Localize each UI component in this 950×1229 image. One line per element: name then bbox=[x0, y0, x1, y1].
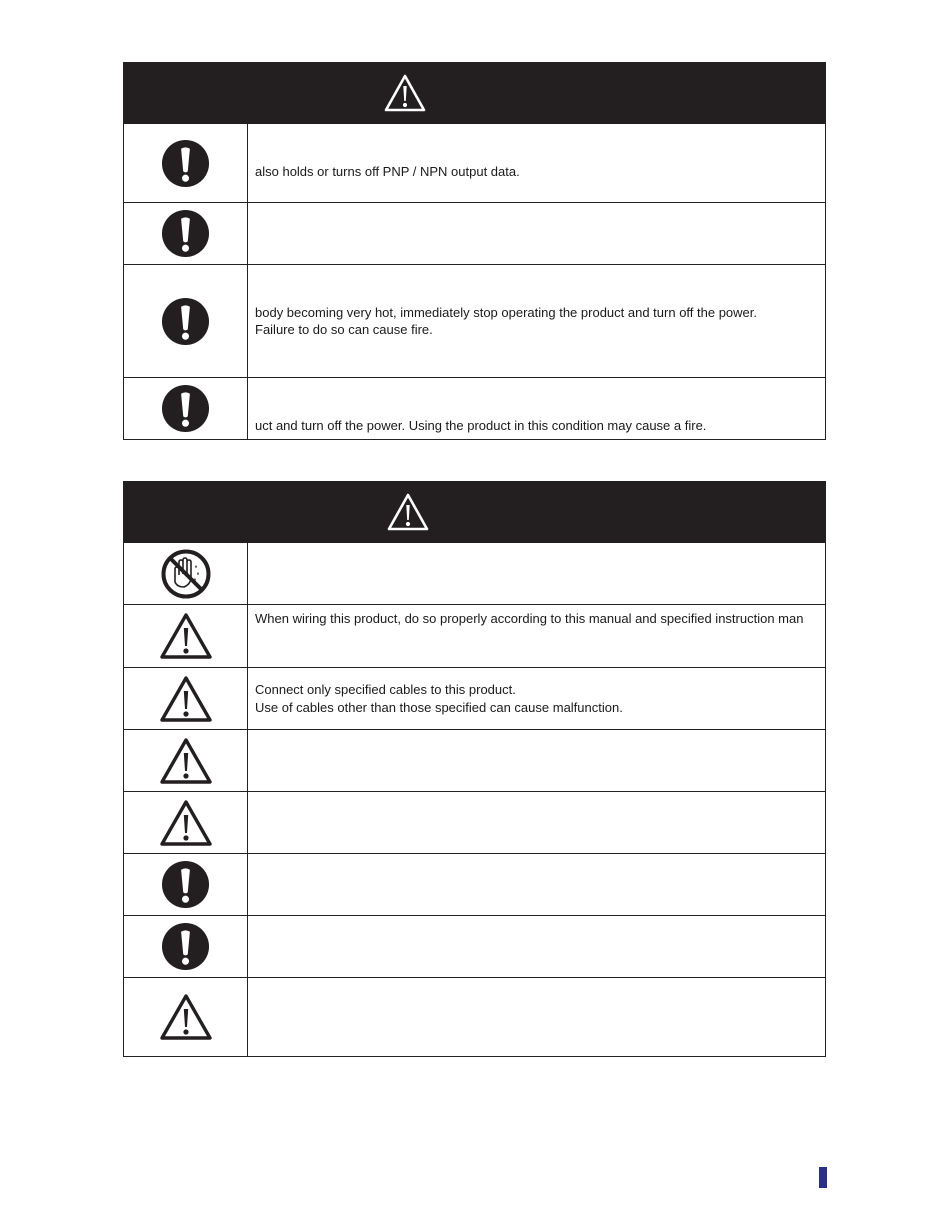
caution-table bbox=[123, 481, 826, 1057]
page-marker bbox=[819, 1167, 827, 1188]
warning-triangle-icon bbox=[383, 73, 427, 113]
mandatory-exclamation-icon bbox=[124, 854, 248, 915]
text-line: Failure to do so can cause fire. bbox=[255, 322, 433, 337]
caution-triangle-icon bbox=[124, 792, 248, 853]
caution-triangle-icon bbox=[124, 668, 248, 729]
row-text bbox=[248, 730, 825, 791]
text-line: When wiring this product, do so properly according to this manual and specified instruction man bbox=[255, 611, 804, 626]
row-text bbox=[248, 792, 825, 853]
text-line: also holds or turns off PNP / NPN output data. bbox=[255, 164, 520, 179]
row-text bbox=[248, 605, 825, 667]
caution-row bbox=[124, 730, 825, 792]
caution-triangle-icon bbox=[124, 730, 248, 791]
row-text bbox=[248, 854, 825, 915]
row-text bbox=[248, 916, 825, 977]
no-wet-hands-icon bbox=[124, 543, 248, 604]
caution-triangle-icon bbox=[124, 605, 248, 667]
warning-table bbox=[123, 62, 826, 440]
caution-row bbox=[124, 978, 825, 1057]
warning-row bbox=[124, 203, 825, 265]
row-text bbox=[248, 668, 825, 729]
mandatory-exclamation-icon bbox=[124, 916, 248, 977]
row-text bbox=[248, 378, 825, 439]
warning-row bbox=[124, 124, 825, 203]
warning-row bbox=[124, 265, 825, 378]
mandatory-exclamation-icon bbox=[124, 124, 248, 202]
row-text bbox=[248, 265, 825, 377]
text-line: body becoming very hot, immediately stop operating the product and turn off the power. bbox=[255, 305, 758, 320]
caution-row bbox=[124, 792, 825, 854]
mandatory-exclamation-icon bbox=[124, 203, 248, 264]
text-line: Use of cables other than those specified can cause malfunction. bbox=[255, 700, 623, 715]
caution-row bbox=[124, 916, 825, 978]
row-text bbox=[248, 124, 825, 202]
caution-row bbox=[124, 605, 825, 668]
caution-row bbox=[124, 543, 825, 605]
mandatory-exclamation-icon bbox=[124, 265, 248, 377]
caution-header bbox=[124, 481, 825, 543]
text-line: Connect only specified cables to this product. bbox=[255, 682, 516, 697]
warning-triangle-icon bbox=[386, 492, 430, 532]
mandatory-exclamation-icon bbox=[124, 378, 248, 439]
caution-row bbox=[124, 854, 825, 916]
row-text bbox=[248, 203, 825, 264]
warning-header bbox=[124, 62, 825, 124]
text-line: uct and turn off the power. Using the product in this condition may cause a fire. bbox=[255, 418, 707, 433]
row-text bbox=[248, 978, 825, 1056]
warning-row bbox=[124, 378, 825, 440]
caution-triangle-icon bbox=[124, 978, 248, 1056]
caution-row bbox=[124, 668, 825, 730]
row-text bbox=[248, 543, 825, 604]
